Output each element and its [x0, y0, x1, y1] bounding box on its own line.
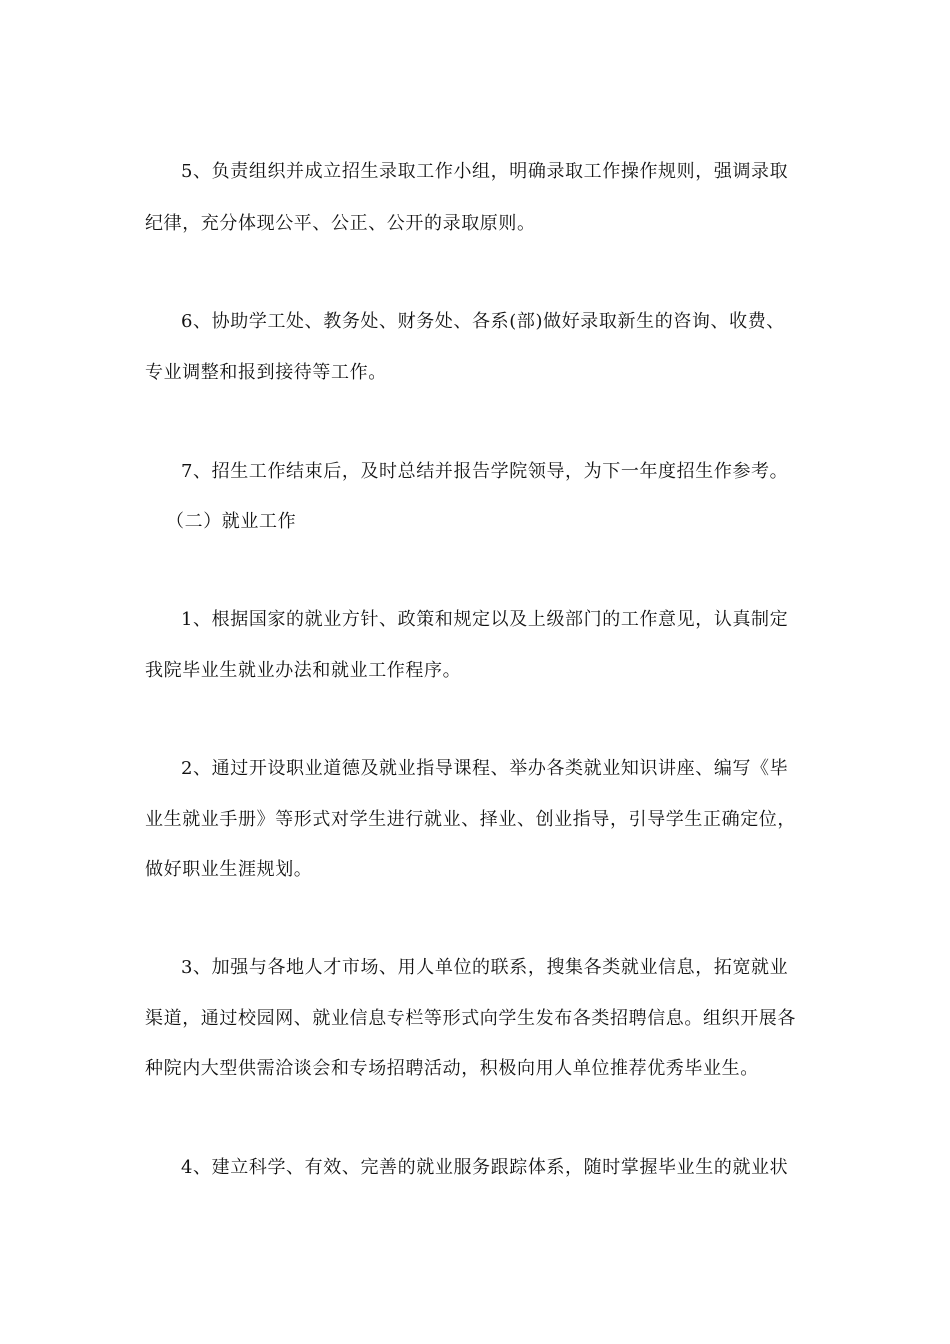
paragraph-7-line-1: 7、招生工作结束后，及时总结并报告学院领导，为下一年度招生作参考。	[181, 461, 789, 482]
paragraph-6-line-2: 专业调整和报到接待等工作。	[145, 362, 387, 383]
employment-paragraph-3-line-2: 渠道，通过校园网、就业信息专栏等形式向学生发布各类招聘信息。组织开展各	[145, 1008, 796, 1029]
employment-paragraph-2-line-3: 做好职业生涯规划。	[145, 859, 313, 880]
employment-paragraph-2-line-2: 业生就业手册》等形式对学生进行就业、择业、创业指导，引导学生正确定位，	[145, 809, 796, 830]
paragraph-5-line-2: 纪律，充分体现公平、公正、公开的录取原则。	[145, 213, 536, 234]
employment-paragraph-2-line-1: 2、通过开设职业道德及就业指导课程、举办各类就业知识讲座、编写《毕	[181, 758, 789, 779]
employment-paragraph-3-line-1: 3、加强与各地人才市场、用人单位的联系，搜集各类就业信息，拓宽就业	[181, 957, 789, 978]
paragraph-5-line-1: 5、负责组织并成立招生录取工作小组，明确录取工作操作规则，强调录取	[181, 161, 789, 182]
section-heading-employment: （二）就业工作	[166, 511, 297, 532]
employment-paragraph-4-line-1: 4、建立科学、有效、完善的就业服务跟踪体系，随时掌握毕业生的就业状	[181, 1157, 789, 1178]
employment-paragraph-3-line-3: 种院内大型供需洽谈会和专场招聘活动，积极向用人单位推荐优秀毕业生。	[145, 1058, 759, 1079]
employment-paragraph-1-line-2: 我院毕业生就业办法和就业工作程序。	[145, 660, 462, 681]
employment-paragraph-1-line-1: 1、根据国家的就业方针、政策和规定以及上级部门的工作意见，认真制定	[181, 609, 789, 630]
paragraph-6-line-1: 6、协助学工处、教务处、财务处、各系(部)做好录取新生的咨询、收费、	[181, 311, 785, 332]
